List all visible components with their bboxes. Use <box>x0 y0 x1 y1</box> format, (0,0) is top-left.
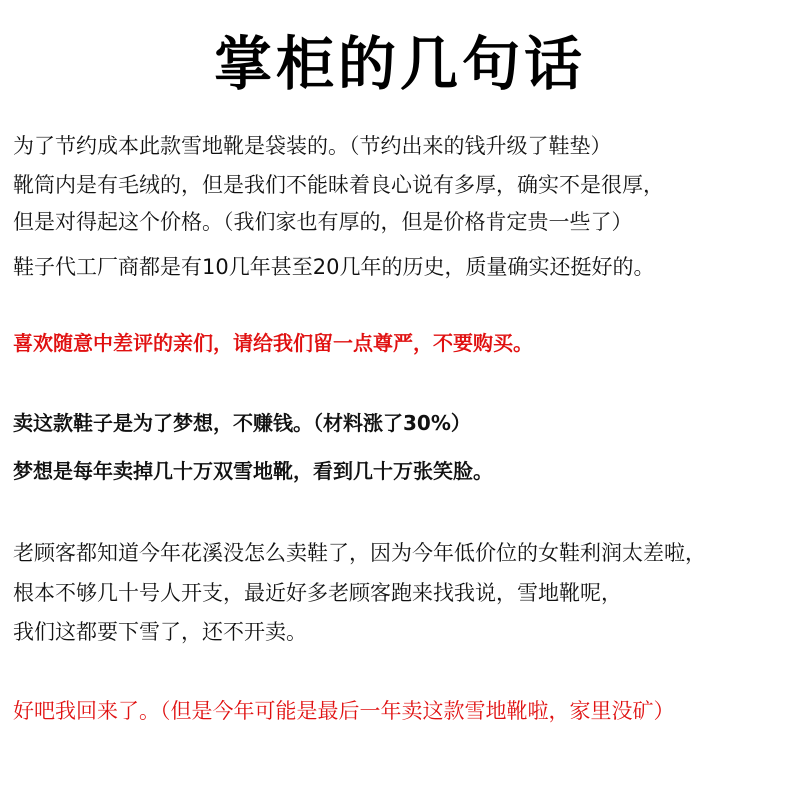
paragraph1-line-4: 鞋子代工厂商都是有10几年甚至20几年的历史，质量确实还挺好的。 <box>13 255 655 279</box>
paragraph1-line-2: 靴筒内是有毛绒的，但是我们不能昧着良心说有多厚，确实不是很厚， <box>13 173 664 197</box>
page-title: 掌柜的几句话 <box>213 30 586 98</box>
paragraph1-line-3: 但是对得起这个价格。（我们家也有厚的，但是价格肯定贵一些了） <box>13 210 633 234</box>
paragraph3-line-2: 根本不够几十号人开支，最近好多老顾客跑来找我说，雪地靴呢， <box>13 581 622 605</box>
paragraph1-line-1: 为了节约成本此款雪地靴是袋装的。（节约出来的钱升级了鞋垫） <box>13 134 612 158</box>
paragraph2-line-2: 梦想是每年卖掉几十万双雪地靴，看到几十万张笑脸。 <box>13 459 493 483</box>
closing-text: 好吧我回来了。（但是今年可能是最后一年卖这款雪地靴啦，家里没矿） <box>13 699 675 723</box>
paragraph3-line-3: 我们这都要下雪了，还不开卖。 <box>13 620 307 644</box>
paragraph3-line-1: 老顾客都知道今年花溪没怎么卖鞋了，因为今年低价位的女鞋利润太差啦， <box>13 541 706 565</box>
paragraph2-line-1: 卖这款鞋子是为了梦想，不赚钱。（材料涨了30%） <box>13 411 471 435</box>
warning-text: 喜欢随意中差评的亲们，请给我们留一点尊严，不要购买。 <box>13 331 533 355</box>
